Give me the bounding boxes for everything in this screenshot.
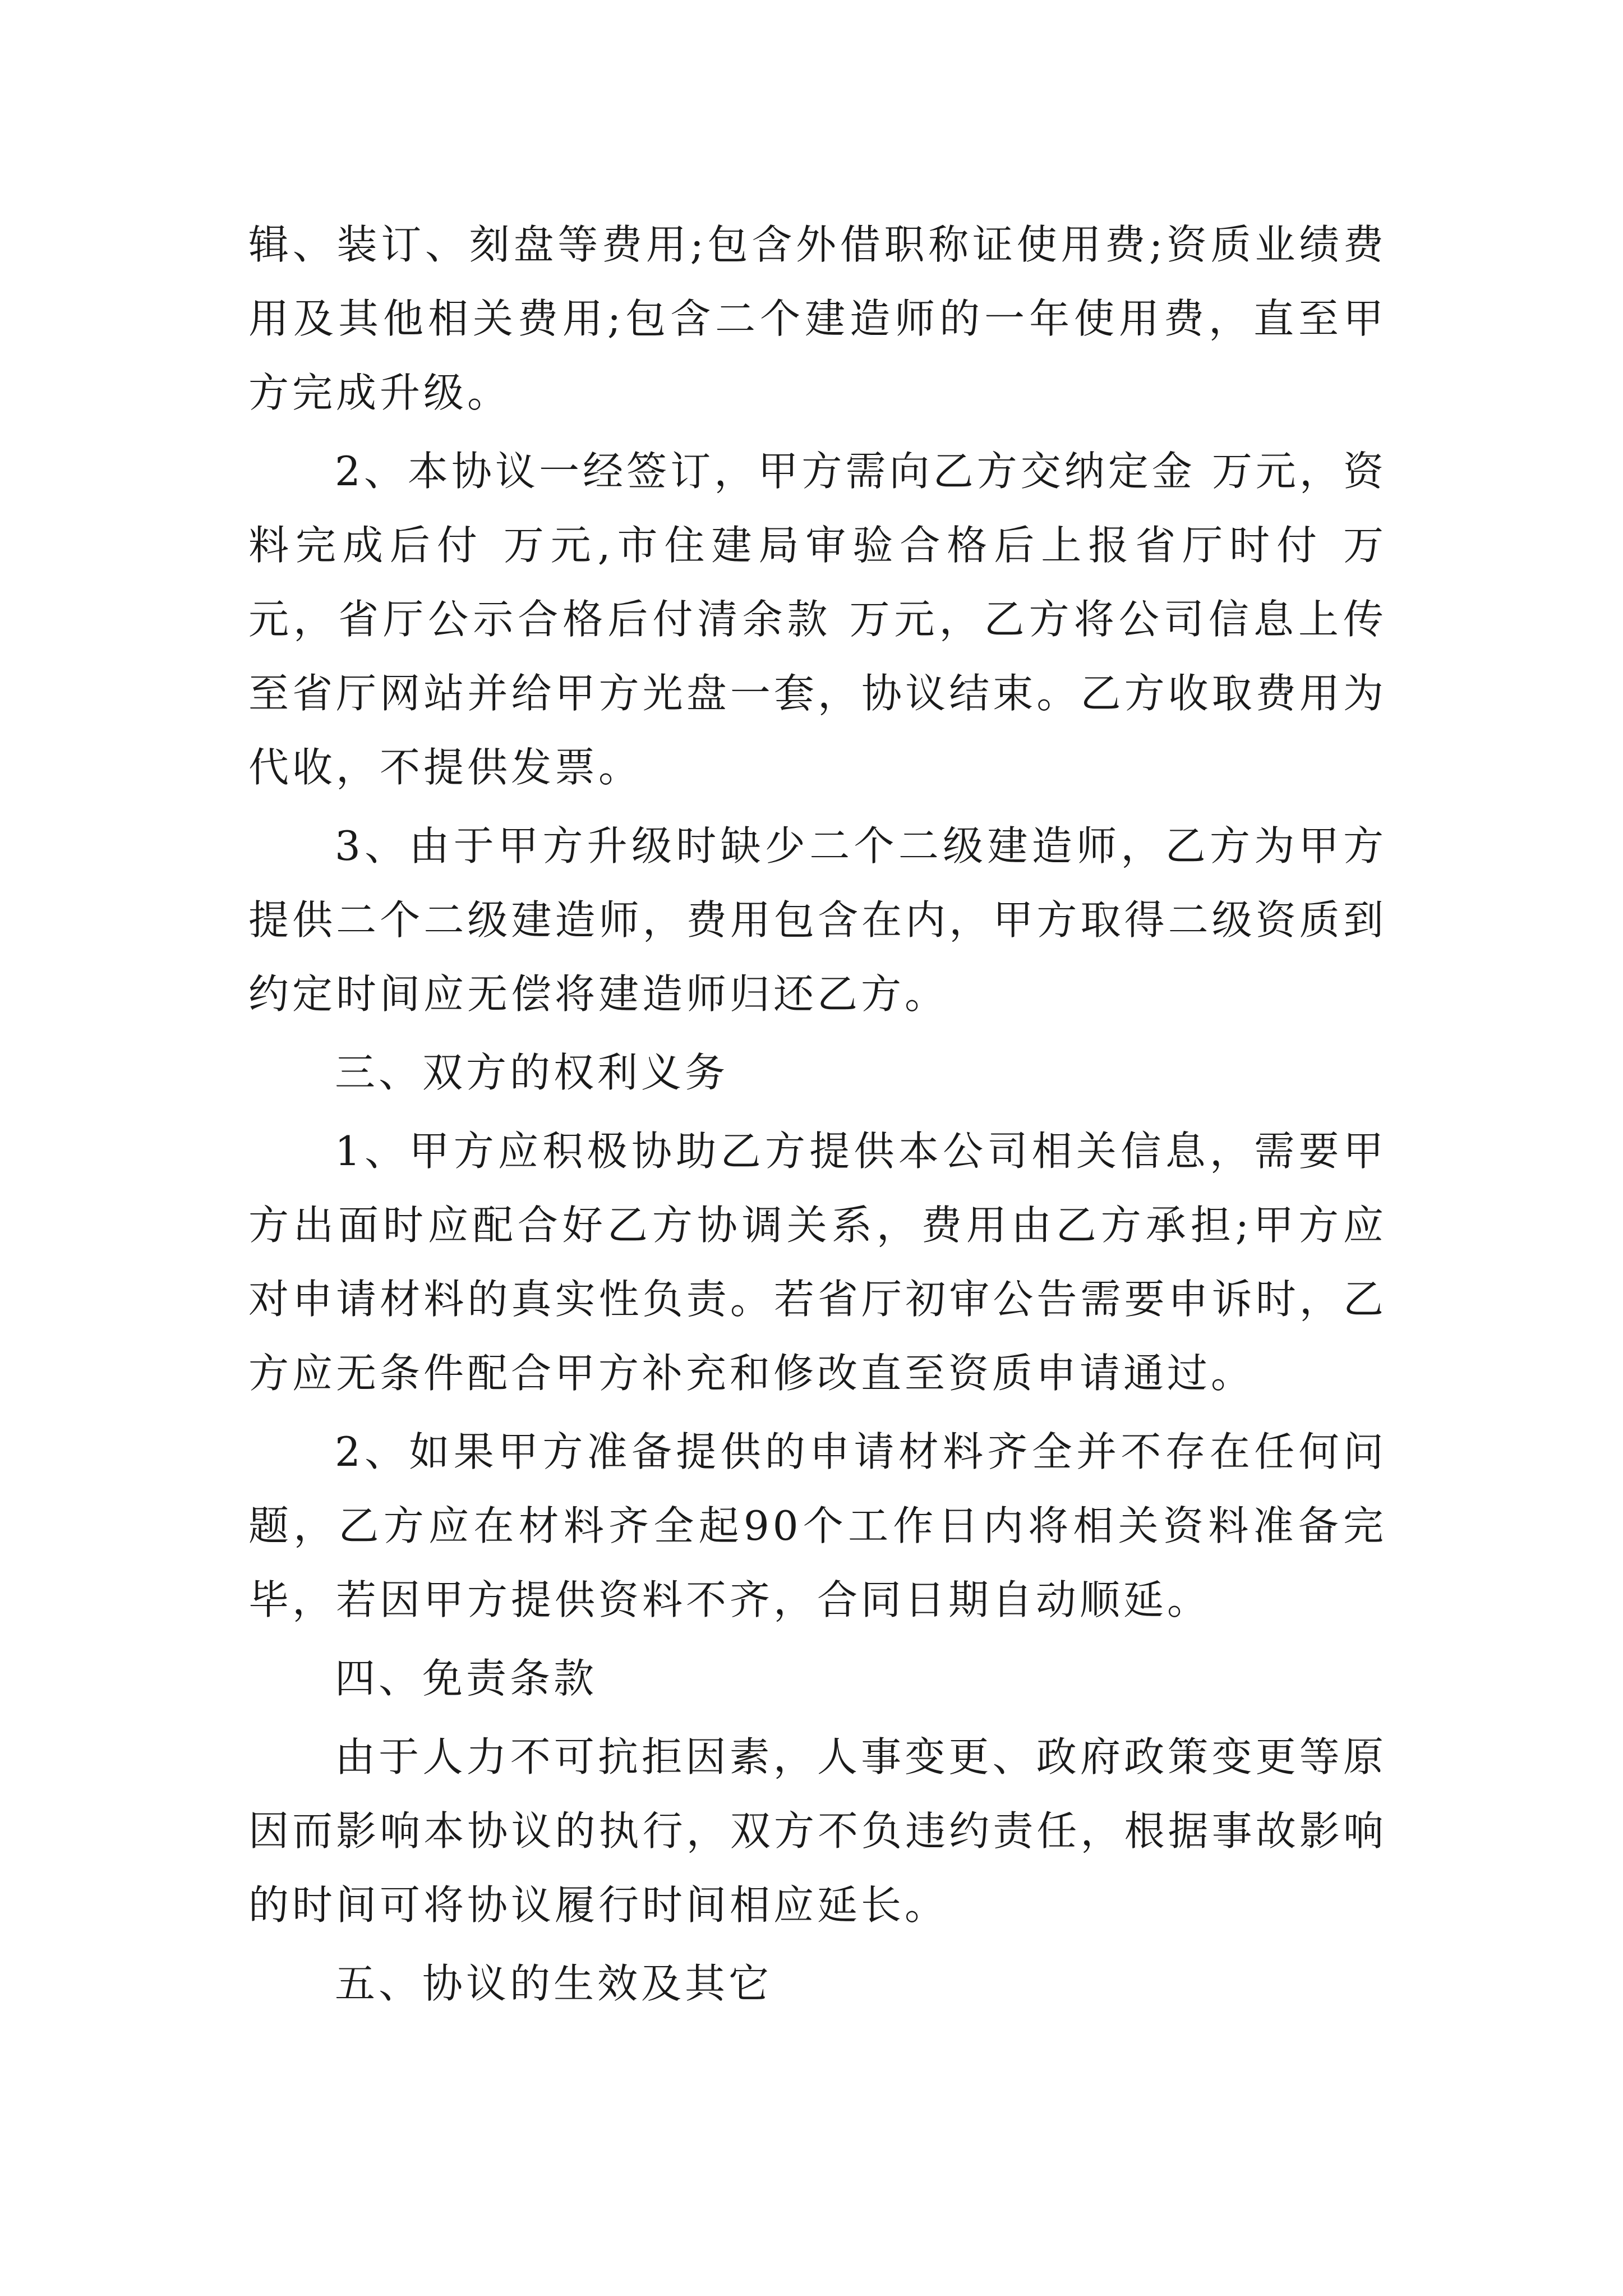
clause-3-constructors: 3、由于甲方升级时缺少二个二级建造师，乙方为甲方提供二个二级建造师，费用包含在内，甲方取得二级资质到约定时间应无偿将建造师归还乙方。 bbox=[248, 822, 1387, 1018]
section-heading-disclaimer: 四、免责条款 bbox=[335, 1655, 598, 1702]
section-heading-rights-obligations: 三、双方的权利义务 bbox=[335, 1049, 729, 1096]
document-body bbox=[248, 208, 1387, 2025]
clause-1-party-a-duties: 1、甲方应积极协助乙方提供本公司相关信息，需要甲方出面时应配合好乙方协调关系，费用由乙方承担;甲方应对申请材料的真实性负责。若省厅初审公告需要申诉时，乙方应无条件配合甲方补充和修改直至资质申请通过。 bbox=[248, 1128, 1387, 1397]
clause-2-payment: 2、本协议一经签订，甲方需向乙方交纳定金 万元，资料完成后付 万元,市住建局审验合格后上报省厅时付 万元，省厅公示合格后付清余款 万元，乙方将公司信息上传至省厅网站并给甲方光盘一套，协议结束。乙方收取费用为代收，不提供发票。 bbox=[248, 448, 1387, 791]
clause-force-majeure: 由于人力不可抗拒因素，人事变更、政府政策变更等原因而影响本协议的执行，双方不负违约责任，根据事故影响的时间可将协议履行时间相应延长。 bbox=[248, 1733, 1387, 1929]
section-heading-effectiveness: 五、协议的生效及其它 bbox=[335, 1960, 773, 2007]
paragraph-continuation: 辑、装订、刻盘等费用;包含外借职称证使用费;资质业绩费用及其他相关费用;包含二个建造师的一年使用费，直至甲方完成升级。 bbox=[248, 221, 1387, 416]
clause-2-party-b-duties: 2、如果甲方准备提供的申请材料齐全并不存在任何问题，乙方应在材料齐全起90个工作日内将相关资料准备完毕，若因甲方提供资料不齐，合同日期自动顺延。 bbox=[248, 1428, 1387, 1623]
